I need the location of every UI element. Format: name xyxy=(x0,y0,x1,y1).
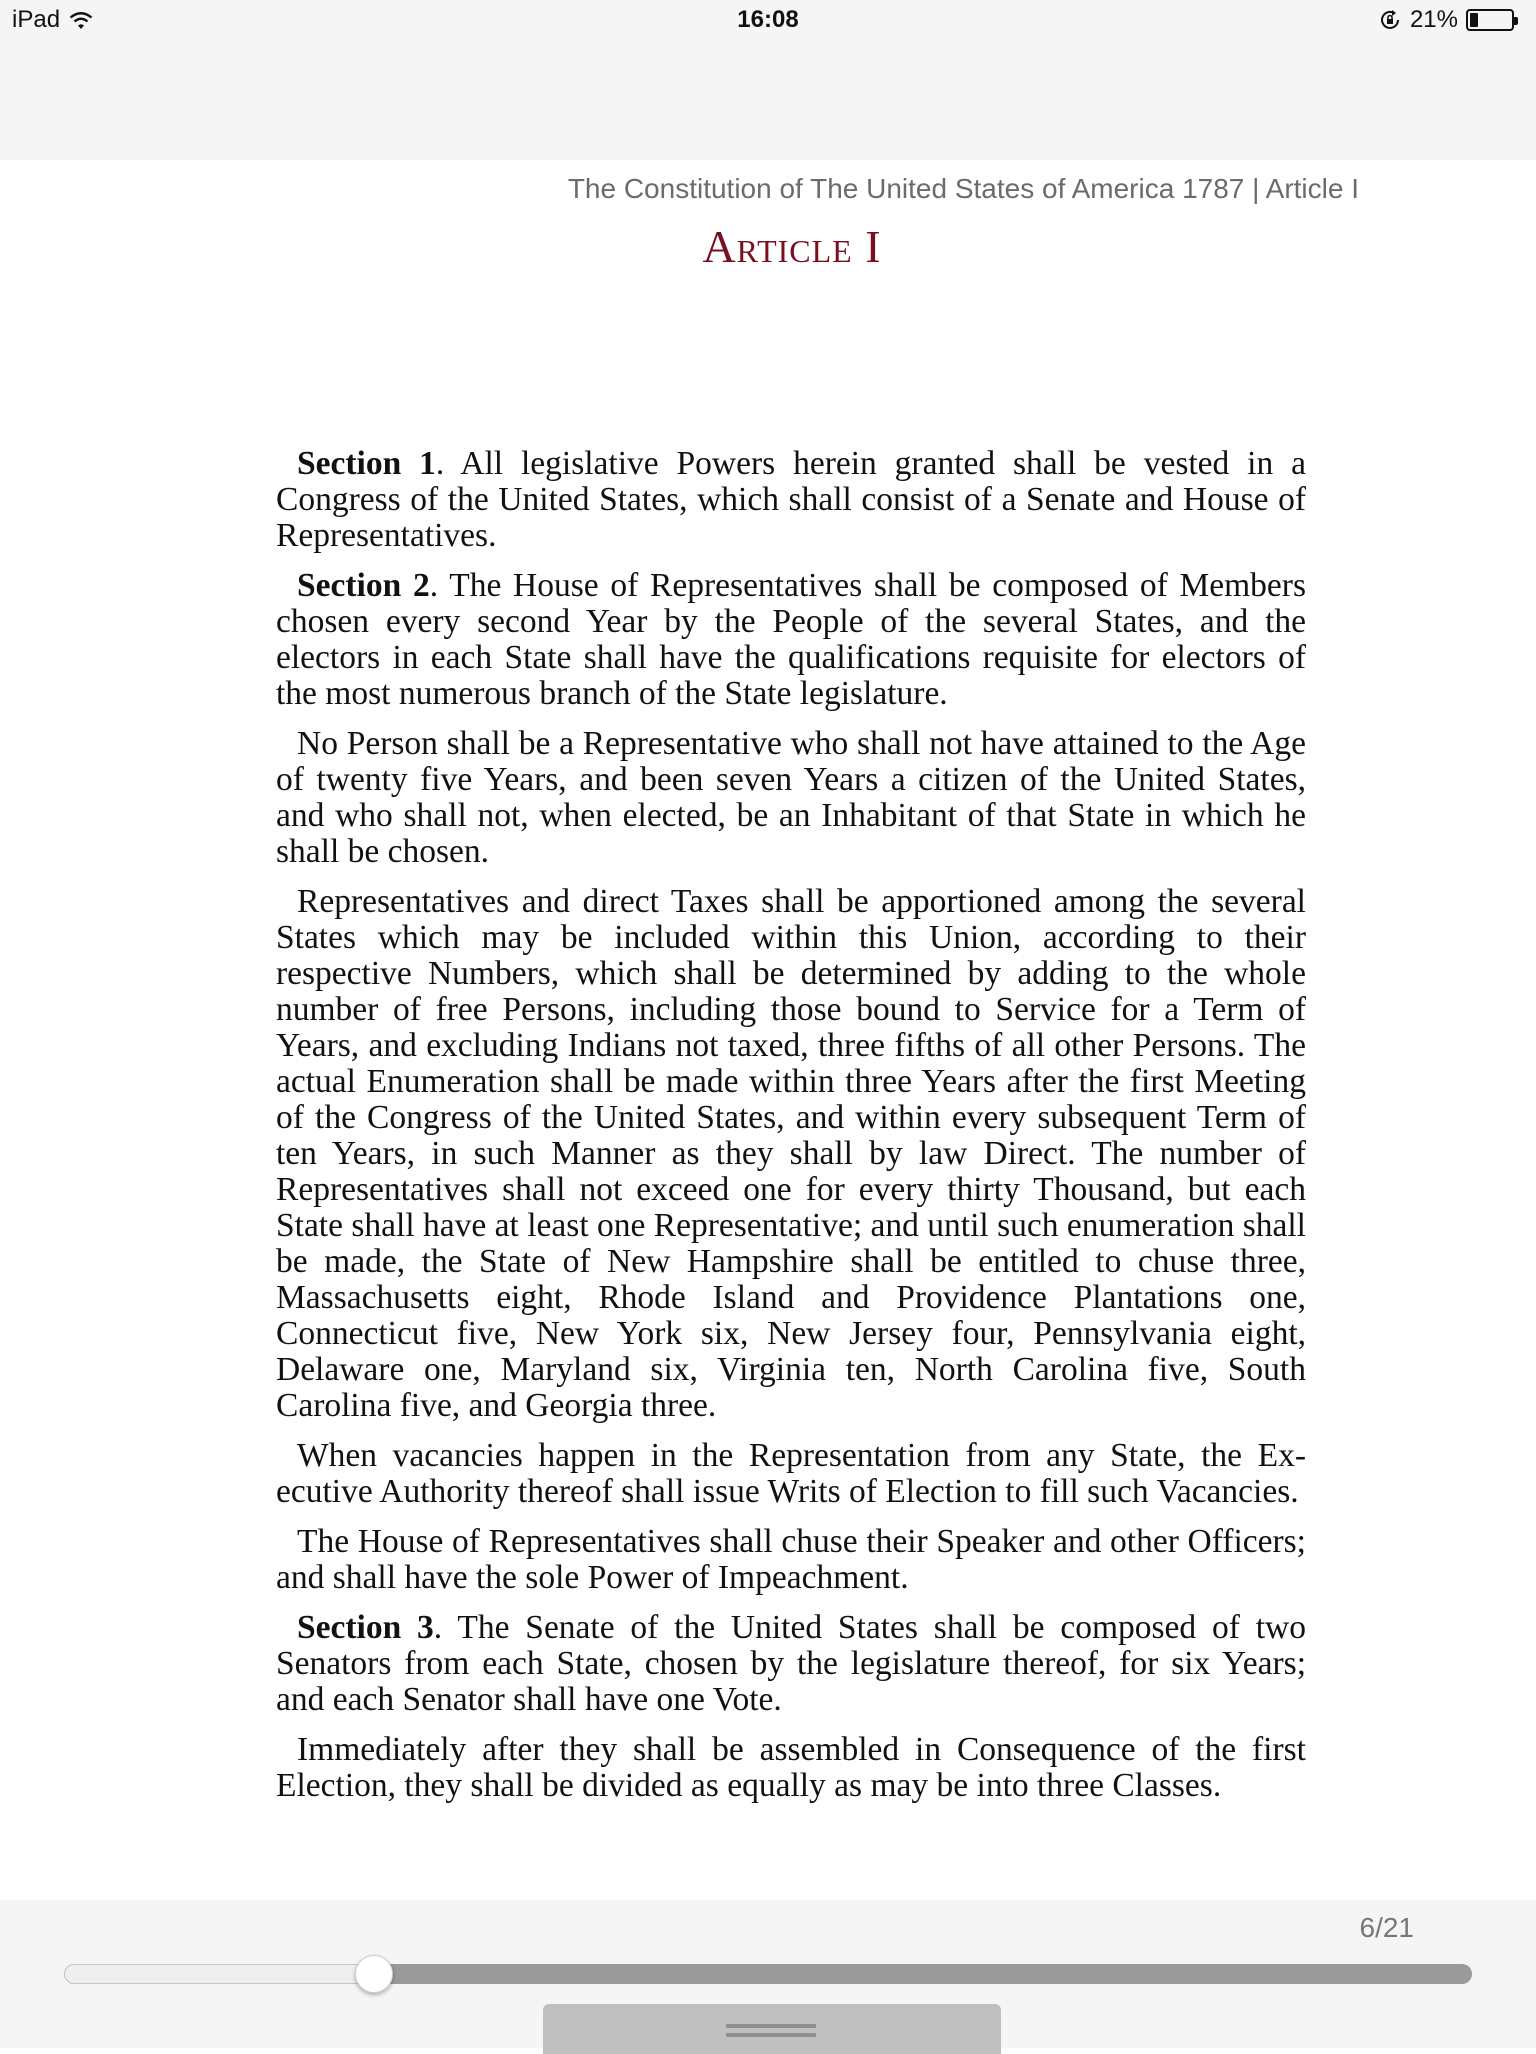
status-bar xyxy=(0,0,1536,40)
paragraph-text: . The Senate of the United States shall be composed of two Senators from each State, chosen by the legislature thereof, for six Years; and each Senator shall have one Vote. xyxy=(276,1609,1306,1718)
device-name: iPad xyxy=(12,6,61,33)
section-label: Section 2 xyxy=(297,567,430,604)
rotation-lock-icon xyxy=(1378,8,1402,32)
paragraph-text: The House of Representatives shall chuse their Speaker and other Officers; and shall have the sole Power of Impeachment. xyxy=(276,1523,1306,1596)
paragraph-text: . The House of Representatives shall be composed of Members chosen every second Year by the People of the several States, and the electors in each State shall have the qualifications requisite for electors of the most numerous branch of the State legislature. xyxy=(276,567,1306,712)
paragraph xyxy=(276,1524,1306,1596)
paragraph-text: No Person shall be a Representative who shall not have attained to the Age of twenty five Years, and been seven Years a citizen of the United States, and who shall not, when elected, be an Inhabitant of that State in which he shall be chosen. xyxy=(276,725,1306,870)
article-title: Article I xyxy=(702,221,882,272)
page-scrubber[interactable] xyxy=(64,1962,1472,1986)
section-label: Section 1 xyxy=(297,445,436,482)
paragraph xyxy=(276,1732,1306,1804)
book-page[interactable] xyxy=(0,160,1536,1900)
grip-icon xyxy=(726,2024,816,2042)
paragraph xyxy=(276,568,1306,712)
battery-level xyxy=(1470,13,1478,27)
running-header: The Constitution of The United States of America 1787 | Article I xyxy=(567,173,1359,204)
battery-icon xyxy=(1466,9,1514,31)
reader-toolbar xyxy=(0,40,1536,160)
battery-tip xyxy=(1514,17,1518,25)
scrubber-fill xyxy=(64,1964,374,1984)
battery-percent: 21% xyxy=(1409,6,1458,33)
paragraph-text: Immediately after they shall be assembled in Consequence of the first Election, they shall be divided as equally as may be into three Classes. xyxy=(276,1731,1306,1804)
page-indicator: 6/21 xyxy=(1359,1912,1414,1943)
section-label: Section 3 xyxy=(297,1609,434,1646)
paragraph-text: When vacancies happen in the Representation from any State, the Executive Authority thereof shall issue Writs of Election to fill such Vacancies. xyxy=(276,1437,1306,1510)
status-time: 16:08 xyxy=(737,6,799,33)
drawer-handle[interactable] xyxy=(543,2004,1001,2054)
paragraph xyxy=(276,726,1306,870)
bottom-bar xyxy=(0,1900,1536,2048)
scrubber-thumb[interactable] xyxy=(355,1955,393,1993)
paragraph-text: . All legislative Powers herein granted shall be vested in a Congress of the United States, which shall consist of a Senate and House of Representatives. xyxy=(276,445,1306,554)
paragraph-text: Representatives and direct Taxes shall be apportioned among the several States which may be included within this Union, according to their respective Numbers, which shall be determined by adding to the whole number of free Persons, including those bound to Service for a Term of Years, and excluding Indians not taxed, three fifths of all other Persons. The actual Enumeration shall be made within three Years after the first Meeting of the Congress of the United States, and within every subsequent Term of ten Years, in such Manner as they shall by law Direct. The number of Representatives shall not exceed one for every thirty Thousand, but each State shall have at least one Representative; and until such enumeration shall be made, the State of New Hampshire shall be entitled to chuse three, Massachusetts eight, Rhode Island and Providence Plantations one, Connecticut five, New York six, New Jersey four, Pennsylvania eight, Delaware one, Maryland six, Virginia ten, North Carolina five, South Carolina five, and Georgia three. xyxy=(276,883,1306,1424)
paragraph xyxy=(276,446,1306,554)
paragraph xyxy=(276,884,1306,1424)
status-right xyxy=(1378,6,1514,34)
body-text xyxy=(276,446,1306,1818)
paragraph xyxy=(276,1610,1306,1718)
paragraph xyxy=(276,1438,1306,1510)
